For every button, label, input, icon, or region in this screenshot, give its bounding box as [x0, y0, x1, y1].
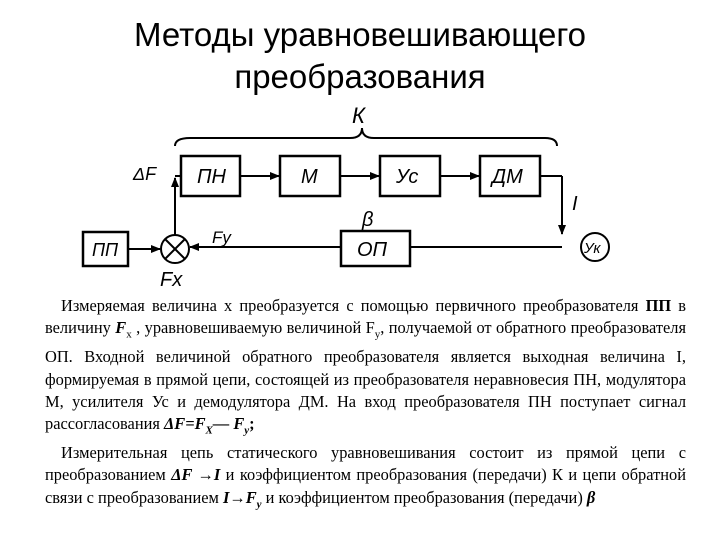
block-pn-label: ПН: [197, 166, 226, 188]
block-m-label: М: [301, 166, 318, 188]
block-dm-label: ДМ: [492, 166, 523, 188]
fy-label: Fy: [212, 228, 231, 247]
indicator-uk-label: Ук: [584, 240, 601, 257]
block-op-label: ОП: [357, 239, 388, 261]
slide-title-line-1: Методы уравновешивающего: [133, 16, 587, 53]
i-label: I: [572, 193, 578, 215]
block-pp-label: ПП: [92, 240, 119, 260]
k-brace: [175, 128, 557, 146]
paragraph-2: Измерительная цепь статического уравновешивания состоит из прямой цепи с преобразованием ΔF →I и коэффициентом преобразования (передачи) К и цепи обратной связи с преобразованием $I\to F_y$ и коэффициентом преобразования (передачи) β: [45, 443, 686, 511]
beta-label: β: [362, 209, 374, 231]
fx-label: Fx: [160, 269, 183, 291]
block-diagram: [0, 100, 720, 300]
slide-title-line-2: преобразования: [234, 58, 486, 95]
slide-title: [0, 14, 720, 98]
k-label: К: [352, 103, 365, 128]
block-us-label: Ус: [396, 166, 419, 188]
description-text: [45, 295, 686, 516]
paragraph-1: Измеряемая величина x преобразуется с помощью первичного преобразователя ПП в величину $F_x$ , уравновешиваемую величиной $F_y$, получаемой от обратного преобразователя ОП. Входной величиной обратного преобразователя является выходная величина I, формируемая в прямой цепи, состоящей из преобразователя неравновесия ПН, модулятора М, усилителя Ус и демодулятора ДМ. На вход преобразователя ПН поступает сигнал рассогласования $\Delta F=F_X—$ $F_y$;: [45, 296, 686, 437]
delta-f-label: ΔF: [133, 164, 157, 184]
